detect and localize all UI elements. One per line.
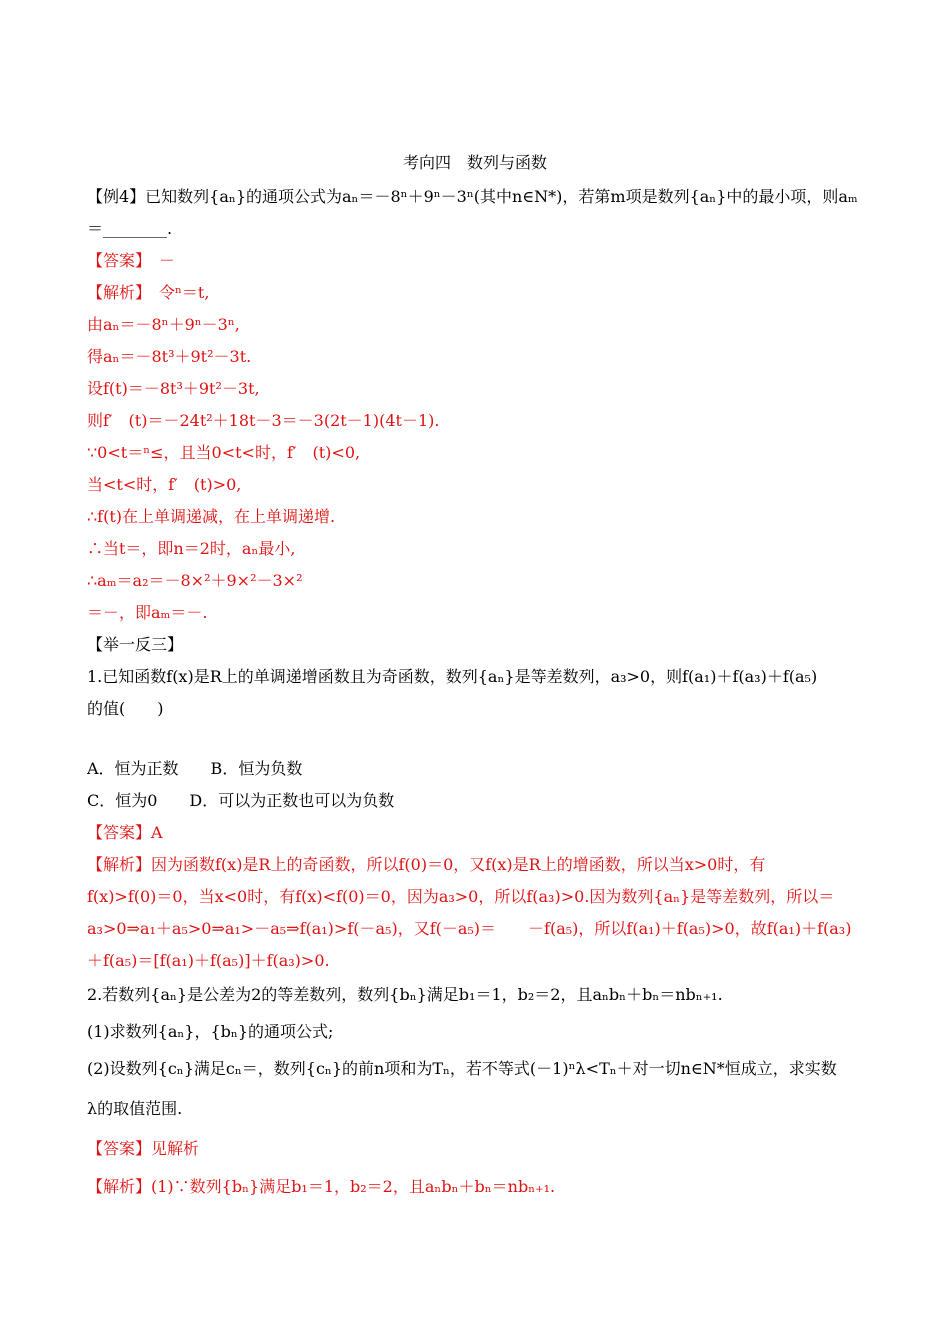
example-4-solution-line-9: ∴当t＝，即n＝2时，aₙ最小,	[87, 539, 296, 558]
problem-2-part-2-line-1: (2)设数列{cₙ}满足cₙ＝，数列{cₙ}的前n项和为Tₙ，若不等式(－1)ⁿλ<Tₙ＋对一切n∈N*恒成立，求实数	[87, 1059, 837, 1078]
example-4-solution-line-2: 由aₙ＝－8ⁿ＋9ⁿ－3ⁿ,	[87, 315, 240, 334]
problem-1-options-cd: C．恒为0 D．可以为正数也可以为负数	[87, 791, 395, 810]
example-4-solution-line-6: ∵0<t＝ⁿ≤，且当0<t<时，f′ (t)<0,	[87, 443, 361, 462]
example-4-question-line-2: ＝________.	[87, 219, 173, 238]
problem-2-solution-line-1: 【解析】(1)∵数列{bₙ}满足b₁＝1，b₂＝2，且aₙbₙ＋bₙ＝nbₙ₊₁.	[87, 1177, 556, 1196]
problem-2-question-line-1: 2.若数列{aₙ}是公差为2的等差数列，数列{bₙ}满足b₁＝1，b₂＝2，且aₙbₙ＋bₙ＝nbₙ₊₁.	[87, 985, 723, 1004]
example-4-solution-line-4: 设f(t)＝－8t³＋9t²－3t,	[87, 379, 260, 398]
problem-1-solution-line-3: a₃>0⇒a₁＋a₅>0⇒a₁>－a₅⇒f(a₁)>f(－a₅)，又f(－a₅)＝ －f(a₅)，所以f(a₁)＋f(a₅)>0，故f(a₁)＋f(a₃)	[87, 919, 852, 938]
problem-1-answer: 【答案】A	[87, 823, 163, 842]
problem-2-answer: 【答案】见解析	[87, 1139, 200, 1158]
section-title: 考向四 数列与函数	[402, 153, 547, 172]
problem-1-solution-line-1: 【解析】因为函数f(x)是R上的奇函数，所以f(0)＝0，又f(x)是R上的增函数，所以当x>0时，有	[87, 855, 766, 874]
problem-1-question-line-2: 的值( )	[87, 699, 164, 718]
example-4-solution-line-3: 得aₙ＝－8t³＋9t²－3t.	[87, 347, 252, 366]
problem-2-part-2-line-2: λ的取值范围.	[87, 1099, 183, 1118]
example-4-solution-line-8: ∴f(t)在上单调递减，在上单调递增.	[87, 507, 336, 526]
example-4-solution-line-11: ＝－，即aₘ＝－.	[87, 603, 208, 622]
problem-2-part-1: (1)求数列{aₙ}，{bₙ}的通项公式;	[87, 1022, 334, 1041]
problem-1-options-ab: A．恒为正数 B．恒为负数	[87, 759, 303, 778]
example-4-solution-line-7: 当<t<时，f′ (t)>0,	[87, 475, 242, 494]
problem-1-question-line-1: 1.已知函数f(x)是R上的单调递增函数且为奇函数，数列{aₙ}是等差数列，a₃>0，则f(a₁)＋f(a₃)＋f(a₅)	[87, 667, 818, 686]
example-4-question-line-1: 【例4】已知数列{aₙ}的通项公式为aₙ＝－8ⁿ＋9ⁿ－3ⁿ(其中n∈N*)，若第m项是数列{aₙ}中的最小项，则aₘ	[87, 187, 858, 206]
example-4-answer: 【答案】 －	[87, 251, 176, 270]
example-4-solution-line-1: 【解析】 令ⁿ＝t,	[87, 283, 210, 302]
example-4-solution-line-5: 则f′ (t)＝－24t²＋18t－3＝－3(2t－1)(4t－1).	[87, 411, 440, 430]
problem-1-solution-line-2: f(x)>f(0)＝0，当x<0时，有f(x)<f(0)＝0，因为a₃>0，所以f(a₃)>0.因为数列{aₙ}是等差数列，所以＝	[87, 887, 835, 906]
practice-heading: 【举一反三】	[87, 635, 184, 654]
example-4-solution-line-10: ∴aₘ＝a₂＝－8×²＋9×²－3×²	[87, 571, 303, 590]
problem-1-solution-line-4: ＋f(a₅)＝[f(a₁)＋f(a₅)]＋f(a₃)>0.	[87, 951, 330, 970]
